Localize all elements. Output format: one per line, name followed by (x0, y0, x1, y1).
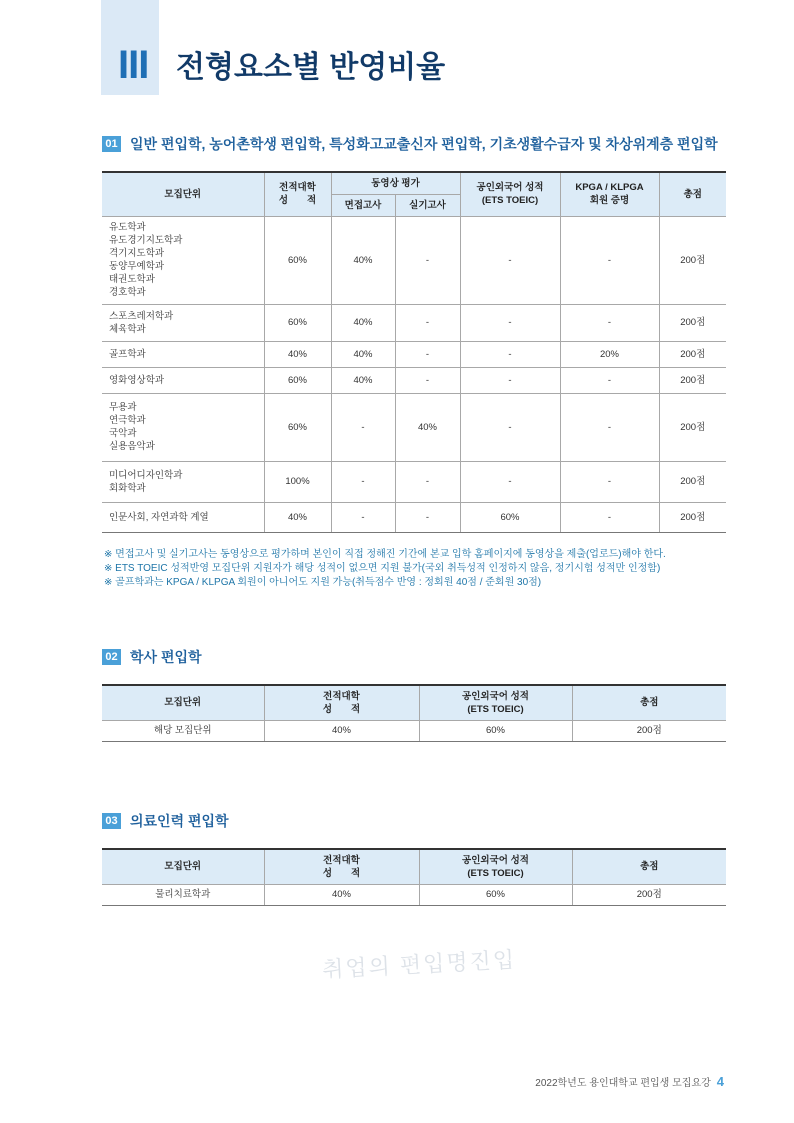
header-grade: 전적대학 성 적 (264, 685, 419, 720)
table-row: 물리치료학과 40% 60% 200점 (102, 884, 726, 905)
note-item: ※ 면접고사 및 실기고사는 동영상으로 평가하며 본인이 직접 정해진 기간에 본교 입학 홈페이지에 동영상을 제출(업로드)해야 한다. (104, 549, 666, 560)
header-total: 총점 (572, 685, 726, 720)
header-video: 동영상 평가 (331, 172, 460, 194)
header-unit: 모집단위 (102, 685, 264, 720)
section-number: 01 (102, 136, 121, 152)
header-language: 공인외국어 성적 (ETS TOEIC) (419, 849, 572, 884)
note-item: ※ 골프학과는 KPGA / KLPGA 회원이 아니어도 지원 가능(취득점수 반영 : 정회원 40점 / 준회원 30점) (104, 577, 542, 588)
ratio-table-bachelor (102, 684, 726, 742)
ratio-table-general (102, 171, 726, 533)
header-practical: 실기고사 (395, 194, 460, 216)
unit-cell: 영화영상학과 (102, 367, 264, 393)
section-3-heading (102, 812, 229, 830)
watermark: 취업의 편입명진입 (321, 946, 517, 983)
header-language: 공인외국어 성적 (ETS TOEIC) (460, 172, 560, 216)
unit-cell: 유도학과 유도경기지도학과 격기지도학과 동양무예학과 태권도학과 경호학과 (102, 216, 264, 304)
header-language: 공인외국어 성적 (ETS TOEIC) (419, 685, 572, 720)
section-title: 의료인력 편입학 (130, 813, 229, 829)
header-unit: 모집단위 (102, 172, 264, 216)
section-roman-numeral: III (118, 43, 149, 87)
header-kpga: KPGA / KLPGA 회원 증명 (560, 172, 659, 216)
table-row: 스포츠레저학과 체육학과 60% 40% - - - 200점 (102, 304, 726, 341)
unit-cell: 골프학과 (102, 341, 264, 367)
table-row: 유도학과 유도경기지도학과 격기지도학과 동양무예학과 태권도학과 경호학과 60% 40% - - - 200점 (102, 216, 726, 304)
section-number: 02 (102, 649, 121, 665)
section-title: 일반 편입학, 농어촌학생 편입학, 특성화고교출신자 편입학, 기초생활수급자 및 차상위계층 편입학 (130, 136, 718, 152)
notes (104, 548, 666, 590)
page-title: 전형요소별 반영비율 (176, 51, 446, 84)
unit-cell: 인문사회, 자연과학 계열 (102, 502, 264, 532)
header-grade: 전적대학 성 적 (264, 849, 419, 884)
footer-text: 2022학년도 용인대학교 편입생 모집요강 (535, 1078, 711, 1089)
table-row: 미디어디자인학과 회화학과 100% - - - - 200점 (102, 461, 726, 502)
table-row: 골프학과 40% 40% - - 20% 200점 (102, 341, 726, 367)
section-number: 03 (102, 813, 121, 829)
note-item: ※ ETS TOEIC 성적반영 모집단위 지원자가 해당 성적이 없으면 지원 불가(국외 취득성적 인정하지 않음, 정기시험 성적만 인정함) (104, 563, 661, 574)
unit-cell: 무용과 연극학과 국악과 실용음악과 (102, 393, 264, 461)
footer (535, 1074, 724, 1089)
unit-cell: 스포츠레저학과 체육학과 (102, 304, 264, 341)
header-grade: 전적대학 성 적 (264, 172, 331, 216)
table-row: 영화영상학과 60% 40% - - - 200점 (102, 367, 726, 393)
header-total: 총점 (659, 172, 726, 216)
table-row: 인문사회, 자연과학 계열 40% - - 60% - 200점 (102, 502, 726, 532)
section-title: 학사 편입학 (130, 649, 202, 665)
unit-cell: 미디어디자인학과 회화학과 (102, 461, 264, 502)
section-2-heading (102, 648, 202, 666)
table-row: 해당 모집단위 40% 60% 200점 (102, 720, 726, 741)
page-number: 4 (716, 1074, 724, 1089)
table-row: 무용과 연극학과 국악과 실용음악과 60% - 40% - - 200점 (102, 393, 726, 461)
ratio-table-medical (102, 848, 726, 906)
header-unit: 모집단위 (102, 849, 264, 884)
header-interview: 면접고사 (331, 194, 395, 216)
header-total: 총점 (572, 849, 726, 884)
section-1-heading (102, 135, 718, 153)
